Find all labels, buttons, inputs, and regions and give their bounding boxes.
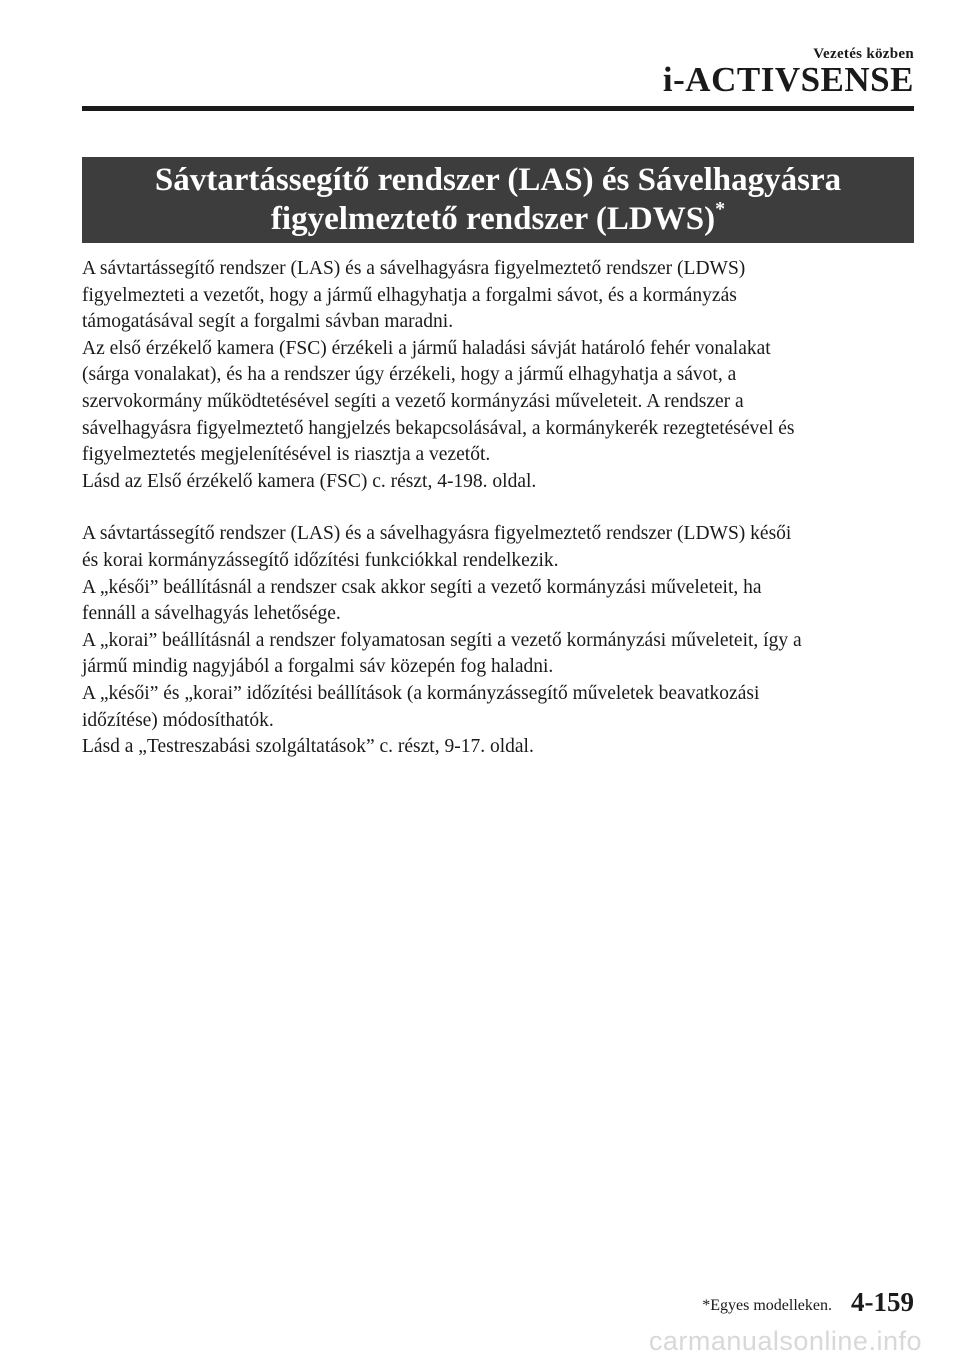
- text-line: Az első érzékelő kamera (FSC) érzékeli a jármű haladási sávját határoló fehér vonalakat: [82, 337, 771, 359]
- text-line: és korai kormányzássegítő időzítési funkciókkal rendelkezik.: [82, 549, 559, 571]
- chapter-header: i-ACTIVSENSE: [662, 60, 914, 99]
- text-line: sávelhagyásra figyelmeztető hangjelzés bekapcsolásával, a kormánykerék rezegtetésével és: [82, 417, 795, 439]
- text-line: támogatásával segít a forgalmi sávban maradni.: [82, 311, 454, 333]
- text-line: figyelmeztetés megjelenítésével is riasztja a vezetőt.: [82, 444, 491, 466]
- page-number: 4-159: [851, 1287, 914, 1317]
- paragraph-gap: [82, 495, 922, 521]
- text-line: szervokormány működtetésével segíti a vezető kormányzási műveleteit. A rendszer a: [82, 390, 744, 412]
- paragraph-1: [82, 256, 922, 495]
- text-line: A „késői” és „korai” időzítési beállítások (a kormányzássegítő műveletek beavatkozási: [82, 682, 760, 704]
- cross-reference[interactable]: Lásd a „Testreszabási szolgáltatások” c. részt, 9-17. oldal.: [82, 736, 534, 758]
- watermark: carmanualsonline.info: [648, 1326, 922, 1356]
- header-rule: [82, 106, 914, 111]
- section-title-text: figyelmeztető rendszer (LDWS): [270, 201, 716, 237]
- text-line: A sávtartássegítő rendszer (LAS) és a sávelhagyásra figyelmeztető rendszer (LDWS): [82, 258, 746, 279]
- section-title-box: [82, 157, 914, 243]
- cross-reference[interactable]: Lásd az Első érzékelő kamera (FSC) c. részt, 4-198. oldal.: [82, 470, 537, 492]
- section-title-line-1: Sávtartássegítő rendszer (LAS) és Sávelhagyásra: [154, 162, 842, 198]
- text-line: figyelmezteti a vezetőt, hogy a jármű elhagyhatja a forgalmi sávot, és a kormányzás: [82, 284, 737, 306]
- section-header: Vezetés közben: [813, 46, 914, 62]
- text-line: A „késői” beállításnál a rendszer csak akkor segíti a vezető kormányzási műveleteit, ha: [82, 576, 762, 598]
- section-title-line-2: [82, 200, 914, 239]
- footer-note: *Egyes modelleken.: [702, 1297, 832, 1314]
- paragraph-2: [82, 521, 922, 760]
- text-line: jármű mindig nagyjából a forgalmi sáv közepén fog haladni.: [82, 656, 554, 678]
- text-line: A sávtartássegítő rendszer (LAS) és a sávelhagyásra figyelmeztető rendszer (LDWS) késői: [82, 523, 792, 545]
- text-line: A „korai” beállításnál a rendszer folyamatosan segíti a vezető kormányzási műveleteit, így a: [82, 629, 802, 651]
- body-text: [82, 256, 922, 761]
- text-line: (sárga vonalakat), és ha a rendszer úgy érzékeli, hogy a jármű elhagyhatja a sávot, a: [82, 364, 737, 386]
- text-line: időzítése) módosíthatók.: [82, 709, 274, 731]
- optional-equipment-marker: *: [715, 198, 726, 220]
- text-line: fennáll a sávelhagyás lehetősége.: [82, 603, 341, 625]
